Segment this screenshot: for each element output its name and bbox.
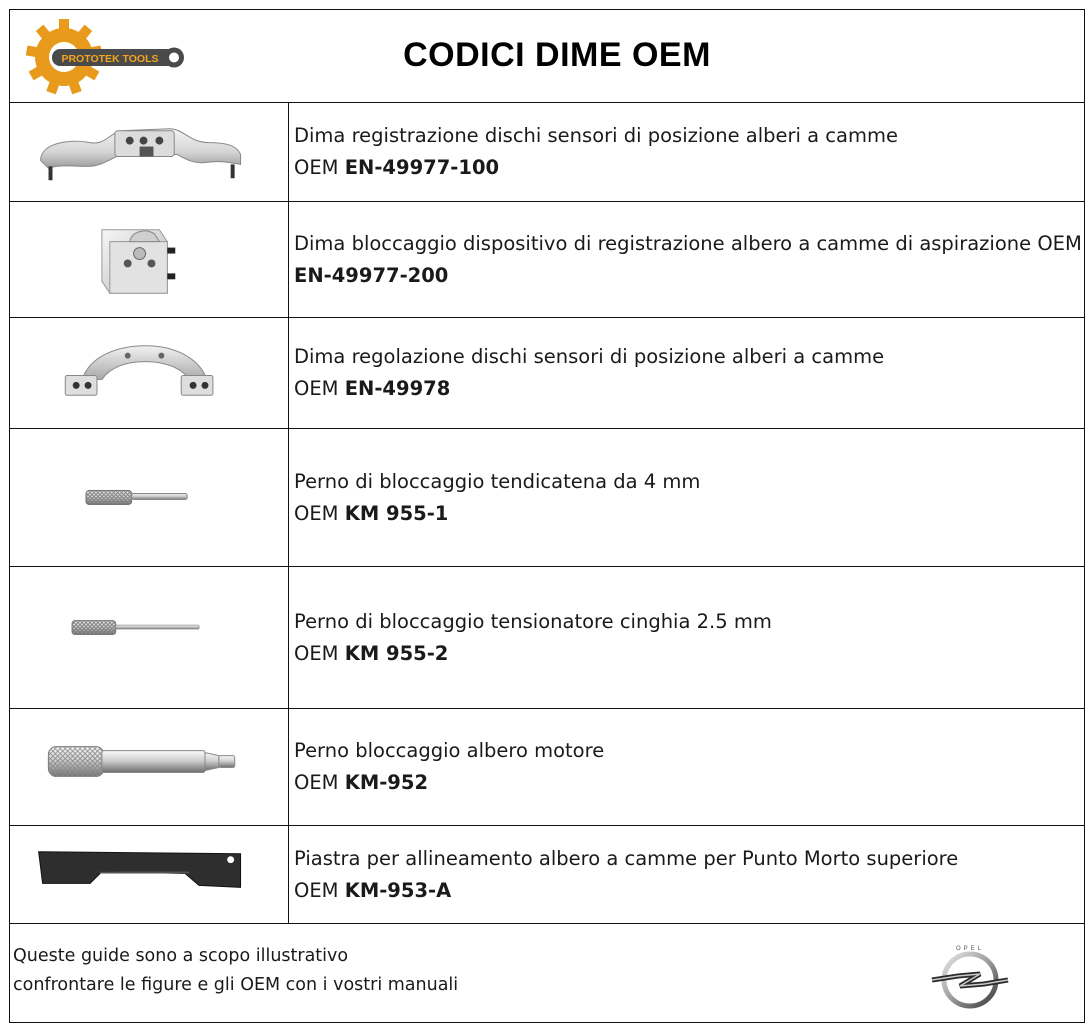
oem-code-line (294, 373, 1080, 405)
description-cell (294, 103, 1080, 201)
tool-description: Perno di bloccaggio tensionatore cinghia 2.5 mm (294, 609, 772, 633)
description-cell (294, 318, 1080, 428)
note-line: Queste guide sono a scopo illustrativo (13, 946, 349, 966)
table-row (10, 567, 1084, 709)
image-cell (10, 318, 289, 428)
table-row (10, 318, 1084, 429)
page-title: CODICI DIME OEM (403, 36, 711, 74)
intake-cam-lock-block-icon (10, 202, 288, 317)
oem-prefix: OEM (294, 501, 345, 525)
oem-code: KM 955-1 (344, 501, 449, 525)
description-cell (294, 826, 1080, 923)
tool-description: Dima registrazione dischi sensori di posizione alberi a camme (294, 124, 898, 147)
oem-code-line (294, 875, 1080, 907)
header (10, 10, 1084, 103)
image-cell (10, 202, 289, 317)
image-cell (10, 429, 289, 566)
oem-code: KM 955-2 (344, 641, 449, 665)
chain-tensioner-pin-4mm-icon (10, 429, 288, 566)
table-row (10, 709, 1084, 826)
oem-code: EN-49977-100 (344, 156, 500, 179)
tool-description: Dima regolazione dischi sensori di posizione alberi a camme (294, 345, 885, 368)
oem-code-line (294, 498, 1080, 530)
oem-code-line (294, 767, 1080, 799)
table-row (10, 429, 1084, 567)
image-cell (10, 826, 289, 923)
oem-code-line (294, 260, 1080, 292)
tool-description: Piastra per allineamento albero a camme per Punto Morto superiore (294, 846, 959, 870)
camshaft-alignment-plate-icon (10, 826, 288, 923)
description-cell (294, 429, 1080, 566)
note-line: confrontare le figure e gli OEM con i vostri manuali (13, 975, 459, 995)
tool-description: Dima bloccaggio dispositivo di registrazione albero a camme di aspirazione OEM (294, 231, 1082, 255)
oem-prefix: OEM (294, 377, 345, 400)
cam-sensor-adjust-tool-icon (10, 103, 288, 201)
oem-prefix: OEM (294, 641, 345, 665)
description-cell (294, 567, 1080, 708)
oem-prefix: OEM (294, 878, 345, 902)
description-cell (294, 709, 1080, 825)
table-row (10, 103, 1084, 202)
image-cell (10, 567, 289, 708)
oem-code: EN-49978 (344, 377, 451, 400)
tool-description: Perno bloccaggio albero motore (294, 739, 605, 762)
oem-codes-sheet (9, 9, 1085, 1023)
oem-prefix: OEM (294, 156, 345, 179)
crankshaft-lock-pin-icon (10, 709, 288, 825)
image-cell (10, 103, 289, 201)
image-cell (10, 709, 289, 825)
disclaimer-note (13, 942, 458, 1000)
footer (10, 922, 1084, 1022)
tool-description: Perno di bloccaggio tendicatena da 4 mm (294, 469, 701, 493)
oem-code: EN-49977-200 (294, 263, 449, 287)
cam-sensor-arc-tool-icon (10, 318, 288, 428)
oem-code: KM-953-A (344, 878, 452, 902)
oem-prefix: OEM (294, 771, 345, 794)
table-row (10, 202, 1084, 318)
table-row (10, 826, 1084, 924)
opel-logo-icon (924, 934, 1014, 1014)
description-cell (294, 202, 1080, 317)
oem-code-line (294, 152, 1080, 184)
oem-code: KM-952 (344, 771, 429, 794)
svg-text:OPEL: OPEL (955, 946, 985, 952)
svg-text:PROTOTEK TOOLS: PROTOTEK TOOLS (61, 53, 159, 65)
oem-code-line (294, 638, 1080, 670)
belt-tensioner-pin-2-5mm-icon (10, 567, 288, 708)
